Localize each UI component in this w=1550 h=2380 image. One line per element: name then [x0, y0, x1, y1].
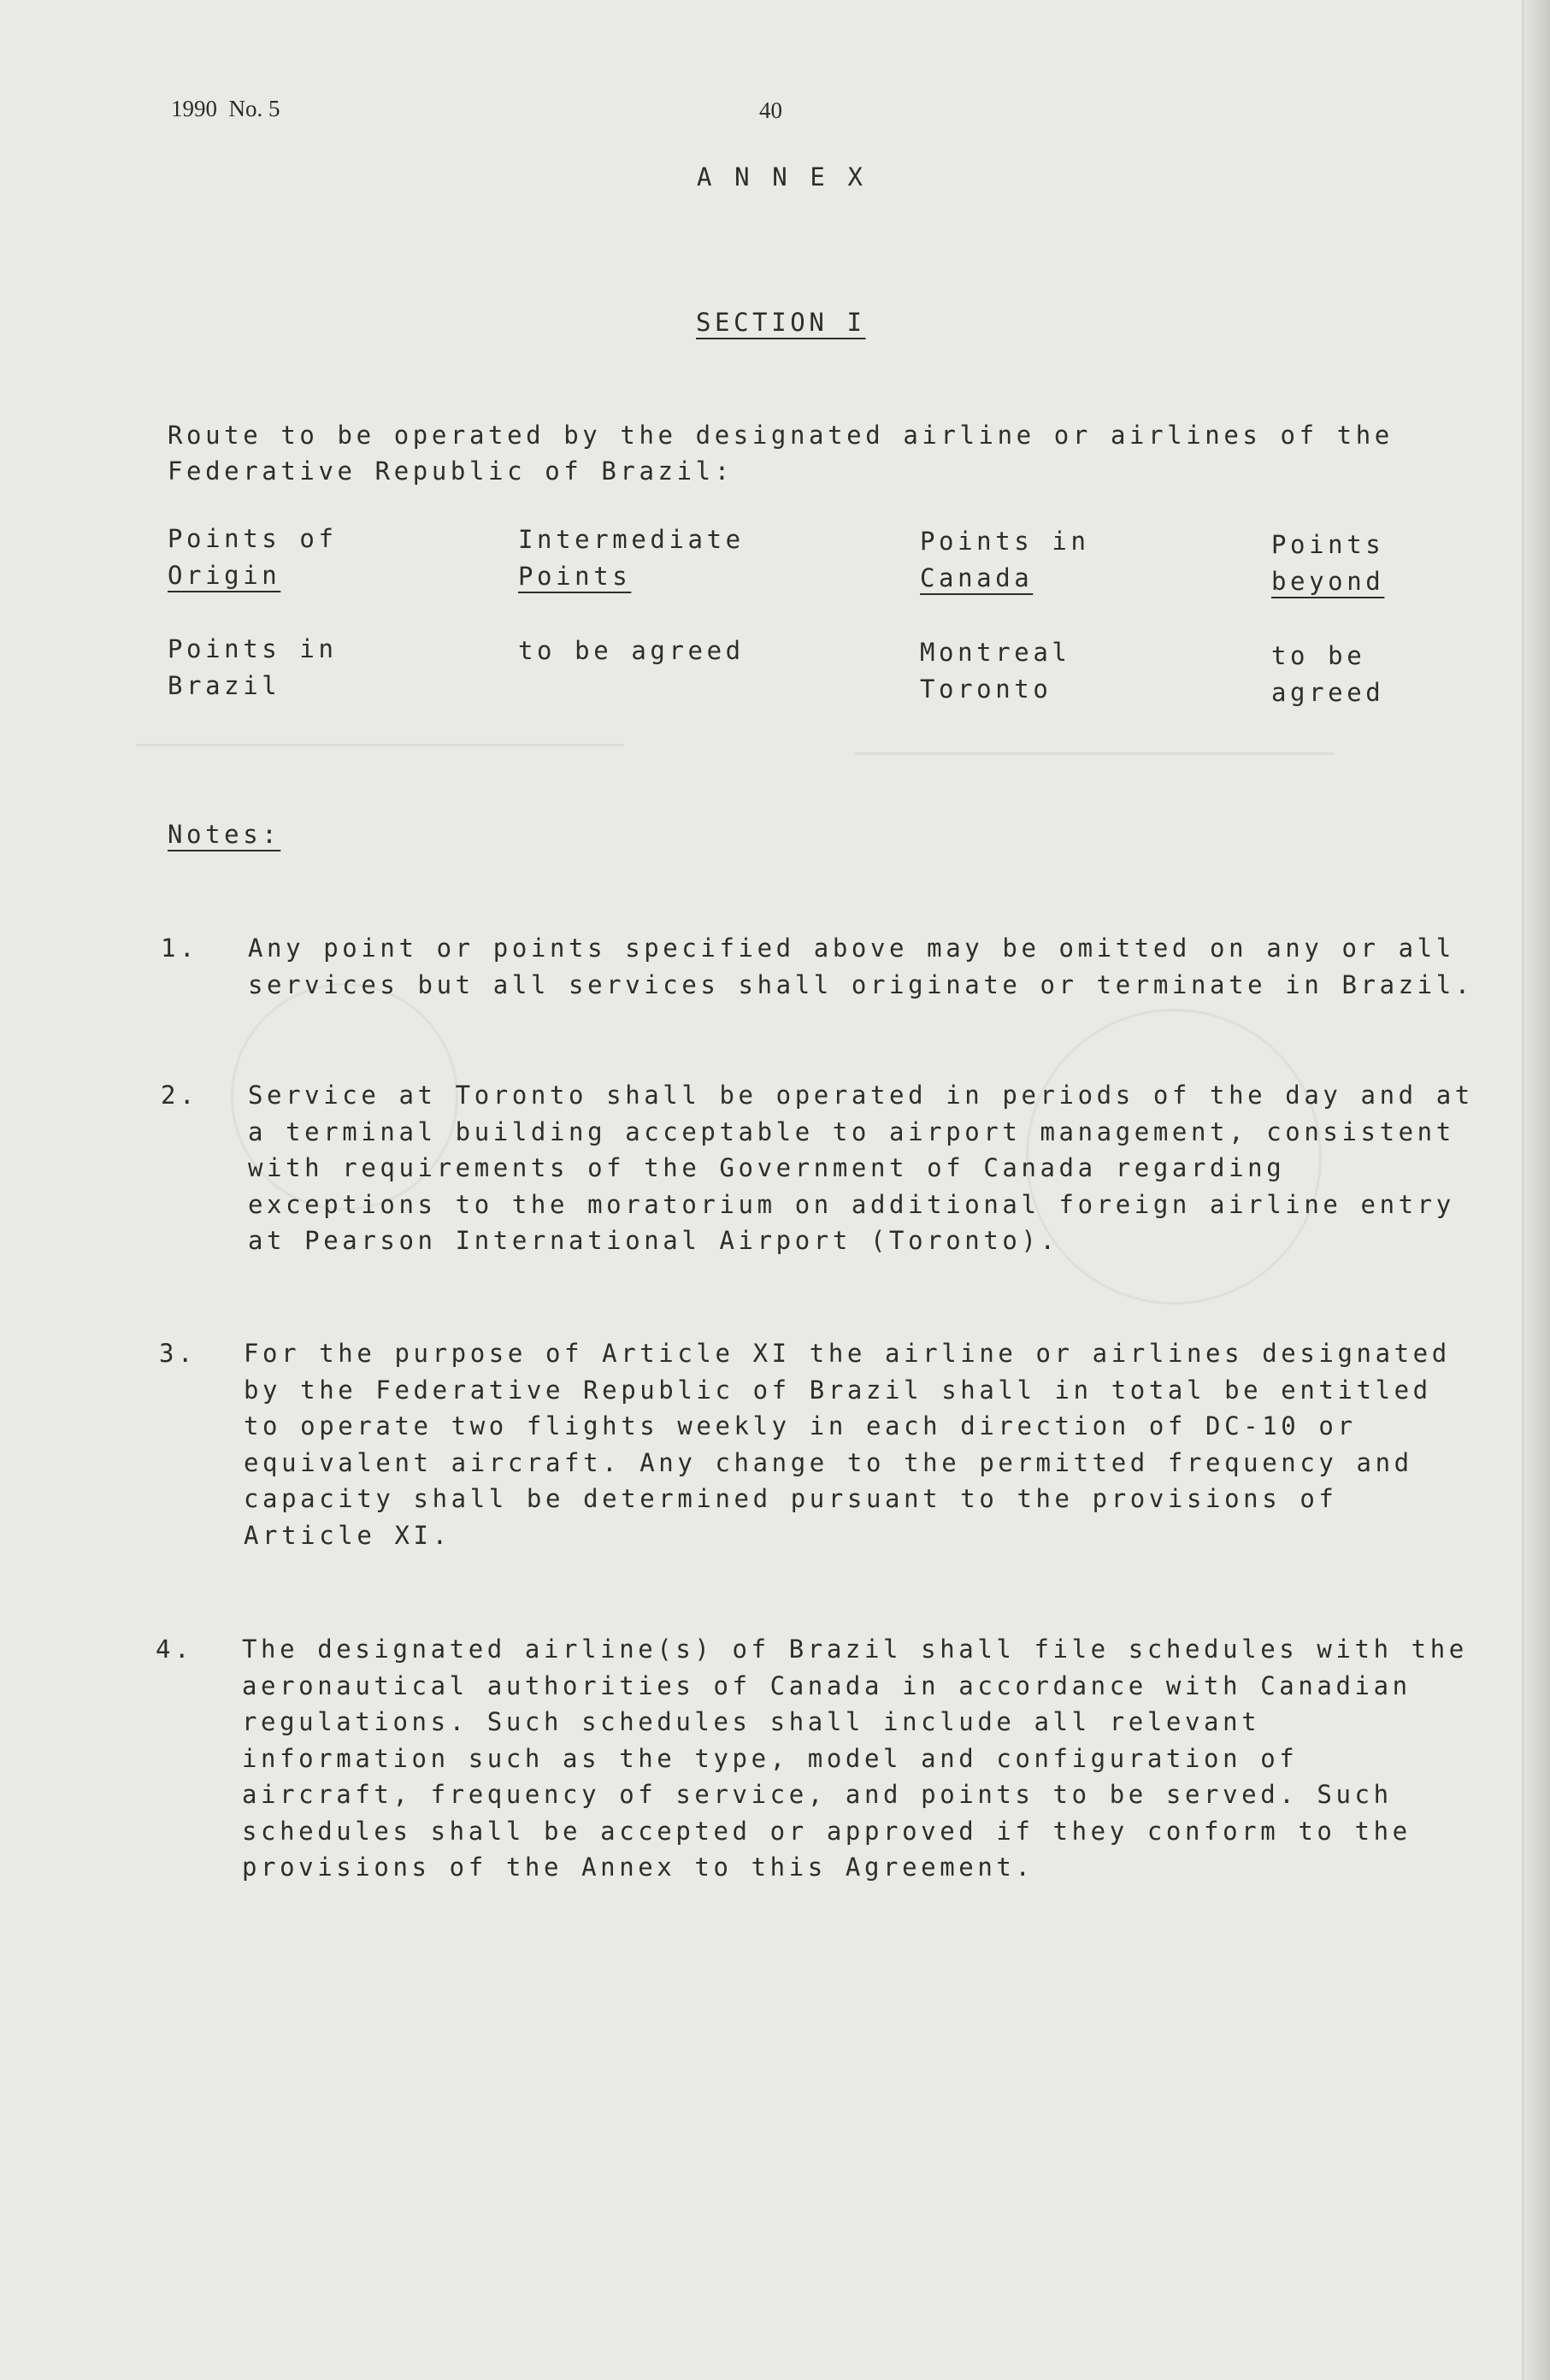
note-line: For the purpose of Article XI the airline or airlines designated: [244, 1339, 1451, 1368]
cell-line: Montreal: [920, 638, 1071, 667]
note-line: regulations. Such schedules shall include all relevant: [242, 1707, 1261, 1736]
header-line: Intermediate: [518, 525, 745, 554]
page-number: 40: [759, 97, 782, 123]
intro-line: Route to be operated by the designated airline or airlines of the: [168, 421, 1394, 450]
note-number: 3.: [159, 1339, 197, 1368]
note-line: aircraft, frequency of service, and points to be served. Such: [242, 1780, 1393, 1809]
note-line: by the Federative Republic of Brazil shall in total be entitled: [244, 1375, 1432, 1405]
header-line: beyond: [1271, 567, 1385, 596]
section-title: SECTION I: [696, 308, 866, 337]
note-line: equivalent aircraft. Any change to the permitted frequency and: [244, 1447, 1413, 1477]
note-line: a terminal building acceptable to airport management, consistent: [248, 1116, 1455, 1146]
note-line: Any point or points specified above may be omitted on any or all: [248, 934, 1455, 963]
cell-line: agreed: [1271, 678, 1385, 707]
cell-line: Toronto: [920, 675, 1052, 704]
header-line: Points of: [168, 524, 338, 553]
note-text: [242, 1631, 1468, 1886]
note-number: 4.: [156, 1635, 194, 1664]
table-header-origin: [168, 521, 338, 594]
note-text: [248, 1077, 1474, 1259]
note-line: Service at Toronto shall be operated in periods of the day and at: [248, 1081, 1474, 1110]
table-header-canada: [920, 523, 1090, 597]
note-line: at Pearson International Airport (Toronto).: [248, 1226, 1059, 1255]
note-line: The designated airline(s) of Brazil shall file schedules with the: [242, 1635, 1468, 1664]
note-line: with requirements of the Government of Canada regarding: [248, 1153, 1286, 1182]
header-line: Canada: [920, 563, 1034, 592]
note-number: 1.: [161, 934, 199, 963]
cell-line: Brazil: [168, 671, 281, 700]
table-header-beyond: [1271, 527, 1384, 600]
note-line: information such as the type, model and configuration of: [242, 1743, 1299, 1773]
header-line: Points in: [920, 527, 1090, 556]
table-cell-canada: [920, 634, 1070, 708]
bleed-through-signature-line: [855, 752, 1334, 755]
cell-line: to be: [1271, 641, 1366, 670]
note-line: to operate two flights weekly in each direction of DC-10 or: [244, 1411, 1357, 1440]
header-line: Points: [518, 562, 632, 591]
table-cell-intermediate: [518, 633, 745, 669]
note-line: exceptions to the moratorium on additional foreign airline entry: [248, 1189, 1455, 1219]
annex-title: A N N E X: [697, 162, 867, 191]
table-cell-origin: [168, 631, 338, 704]
note-text: [244, 1335, 1451, 1553]
note-line: provisions of the Annex to this Agreement.: [242, 1853, 1034, 1882]
table-header-intermediate: [518, 521, 745, 595]
note-line: schedules shall be accepted or approved if they conform to the: [242, 1816, 1412, 1846]
note-line: aeronautical authorities of Canada in accordance with Canadian: [242, 1670, 1412, 1700]
note-line: Article XI.: [244, 1520, 451, 1550]
note-number: 2.: [161, 1081, 199, 1110]
header-line: Origin: [168, 561, 281, 590]
cell-line: Points in: [168, 634, 338, 663]
bleed-through-signature-line: [137, 744, 624, 746]
intro-line: Federative Republic of Brazil:: [168, 457, 734, 486]
cell-line: to be agreed: [518, 636, 745, 665]
header-line: Points: [1271, 530, 1385, 559]
page-edge: [1524, 0, 1550, 2380]
document-reference: 1990 No. 5: [171, 96, 280, 121]
notes-heading: Notes:: [168, 820, 281, 849]
table-cell-beyond: [1271, 638, 1384, 711]
note-line: capacity shall be determined pursuant to the provisions of: [244, 1484, 1338, 1513]
note-text: [248, 930, 1474, 1003]
note-line: services but all services shall originate or terminate in Brazil.: [248, 969, 1474, 999]
